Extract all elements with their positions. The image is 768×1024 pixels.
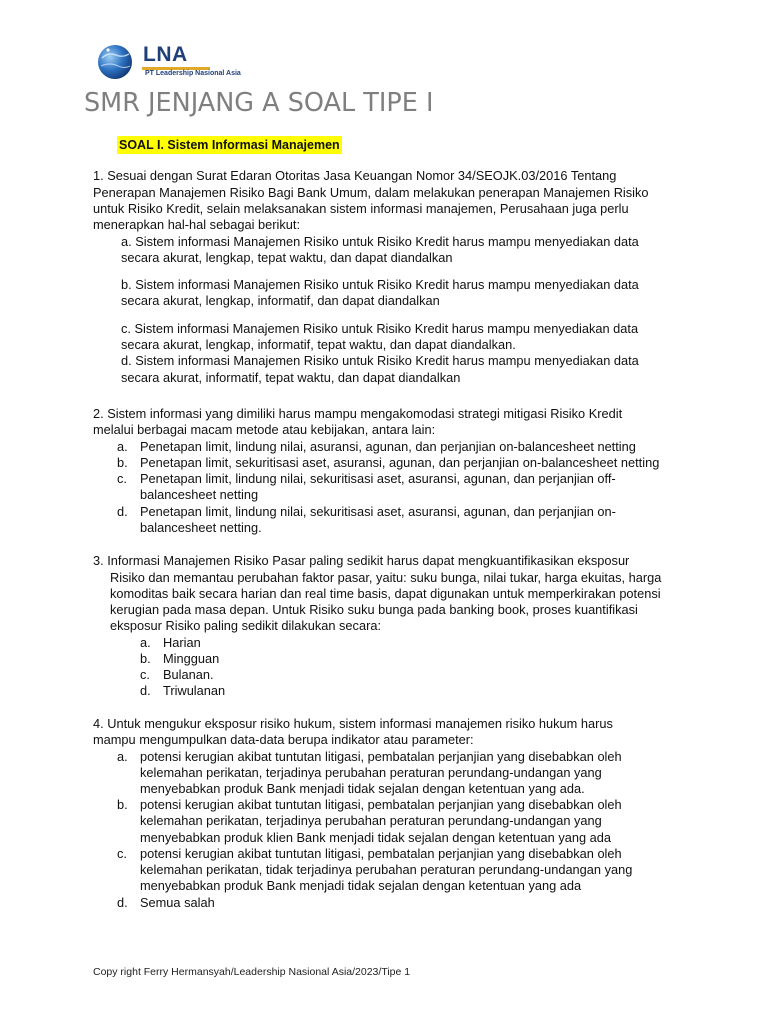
question-1-option-c-cont: secara akurat, lengkap, informatif, tepat waktu, dan dapat diandalkan. (121, 337, 516, 352)
question-1-option-c: c. Sistem informasi Manajemen Risiko untuk Risiko Kredit harus mampu menyediakan data (121, 321, 639, 336)
question-2-option-a: Penetapan limit, lindung nilai, asuransi, agunan, dan perjanjian on-balancesheet netting (140, 439, 636, 454)
section-heading: SOAL I. Sistem Informasi Manajemen (119, 138, 340, 152)
question-4-stem-line: 4. Untuk mengukur eksposur risiko hukum, sistem informasi manajemen risiko hukum harus (93, 716, 613, 731)
question-4-option-letter: c. (117, 846, 127, 861)
question-4-option-c-cont: menyebabkan produk Bank menjadi tidak sejalan dengan ketentuan yang ada (140, 878, 582, 893)
question-4-option-c: potensi kerugian akibat tuntutan litigasi, pembatalan perjanjian yang disebabkan oleh (140, 846, 622, 861)
question-3-stem-line: eksposur Risiko paling sedikit dilakukan secara: (110, 618, 382, 633)
question-4-option-a-cont: kelemahan perikatan, terjadinya perubahan peraturan perundang-undangan yang (140, 765, 602, 780)
page-title: SMR JENJANG A SOAL TIPE I (84, 88, 434, 118)
question-2-option-c-cont: balancesheet netting (140, 487, 259, 502)
question-3-option-c: Bulanan. (163, 667, 214, 682)
question-4-option-b-cont: menyebabkan produk klien Bank menjadi tidak sejalan dengan ketentuan yang ada (140, 830, 611, 845)
question-4-option-a: potensi kerugian akibat tuntutan litigasi, pembatalan perjanjian yang disebabkan oleh (140, 749, 622, 764)
question-3-stem-line: kerugian pada masa depan. Untuk Risiko suku bunga pada banking book, proses kuantifikasi (110, 602, 638, 617)
question-3-stem-line: Risiko dan memantau perubahan faktor pasar, yaitu: suku bunga, nilai tukar, harga ekuitas, harga (110, 570, 662, 585)
question-2-option-letter: b. (117, 455, 128, 470)
logo-subtitle: PT Leadership Nasional Asia (145, 70, 241, 77)
question-3-option-letter: c. (140, 667, 150, 682)
question-2-option-c: Penetapan limit, lindung nilai, sekuritisasi aset, asuransi, agunan, dan perjanjian off- (140, 471, 616, 486)
question-4-option-c-cont: kelemahan perikatan, tidak terjadinya perubahan peraturan perundang-undangan yang (140, 862, 633, 877)
question-1-option-b: b. Sistem informasi Manajemen Risiko untuk Risiko Kredit harus mampu menyediakan data (121, 277, 639, 292)
question-4-stem-line: mampu mengumpulkan data-data berupa indikator atau parameter: (93, 732, 474, 747)
question-1-option-b-cont: secara akurat, lengkap, informatif, dan dapat diandalkan (121, 293, 440, 308)
question-1-option-d-cont: secara akurat, informatif, tepat waktu, dan dapat diandalkan (121, 370, 461, 385)
question-4-option-letter: a. (117, 749, 128, 764)
logo-name: LNA (143, 43, 188, 66)
question-1-stem-line: Penerapan Manajemen Risiko Bagi Bank Umum, dalam melakukan penerapan Manajemen Risiko (93, 185, 649, 200)
globe-icon (96, 42, 136, 82)
question-3-option-b: Mingguan (163, 651, 220, 666)
question-4-option-letter: b. (117, 797, 128, 812)
question-2-option-letter: a. (117, 439, 128, 454)
question-1-stem-line: menerapkan hal-hal sebagai berikut: (93, 217, 301, 232)
question-4-option-letter: d. (117, 895, 128, 910)
question-2-option-d-cont: balancesheet netting. (140, 520, 262, 535)
question-1-option-d: d. Sistem informasi Manajemen Risiko untuk Risiko Kredit harus mampu menyediakan data (121, 353, 639, 368)
question-3-option-letter: a. (140, 635, 151, 650)
question-2-stem-line: melalui berbagai macam metode atau kebijakan, antara lain: (93, 422, 436, 437)
question-2-option-letter: d. (117, 504, 128, 519)
question-1-stem-line: untuk Risiko Kredit, selain melaksanakan sistem informasi manajemen, Perusahaan juga perlu (93, 201, 629, 216)
question-4-option-d: Semua salah (140, 895, 215, 910)
question-3-option-a: Harian (163, 635, 201, 650)
question-2-option-d: Penetapan limit, lindung nilai, sekuritisasi aset, asuransi, agunan, dan perjanjian on- (140, 504, 616, 519)
question-2-option-b: Penetapan limit, sekuritisasi aset, asuransi, agunan, dan perjanjian on-balancesheet netting (140, 455, 660, 470)
footer-copyright: Copy right Ferry Hermansyah/Leadership Nasional Asia/2023/Tipe 1 (93, 966, 411, 978)
question-4-option-b: potensi kerugian akibat tuntutan litigasi, pembatalan perjanjian yang disebabkan oleh (140, 797, 622, 812)
question-1-option-a-cont: secara akurat, lengkap, tepat waktu, dan dapat diandalkan (121, 250, 453, 265)
question-1-stem-line: 1. Sesuai dengan Surat Edaran Otoritas Jasa Keuangan Nomor 34/SEOJK.03/2016 Tentang (93, 168, 617, 183)
question-4-option-a-cont: menyebabkan produk Bank menjadi tidak sejalan dengan ketentuan yang ada. (140, 781, 585, 796)
question-3-option-letter: d. (140, 683, 151, 698)
question-1-option-a: a. Sistem informasi Manajemen Risiko untuk Risiko Kredit harus mampu menyediakan data (121, 234, 639, 249)
question-3-option-d: Triwulanan (163, 683, 226, 698)
question-2-stem-line: 2. Sistem informasi yang dimiliki harus mampu mengakomodasi strategi mitigasi Risiko Kredit (93, 406, 623, 421)
company-logo (96, 42, 241, 82)
question-3-stem-line: komoditas baik secara harian dan real time basis, dapat digunakan untuk memperkirakan potensi (110, 586, 661, 601)
question-2-option-letter: c. (117, 471, 127, 486)
question-3-option-letter: b. (140, 651, 151, 666)
question-3-stem-line: 3. Informasi Manajemen Risiko Pasar paling sedikit harus dapat mengkuantifikasikan eksposur (93, 553, 630, 568)
question-4-option-b-cont: kelemahan perikatan, terjadinya perubahan peraturan perundang-undangan yang (140, 813, 602, 828)
